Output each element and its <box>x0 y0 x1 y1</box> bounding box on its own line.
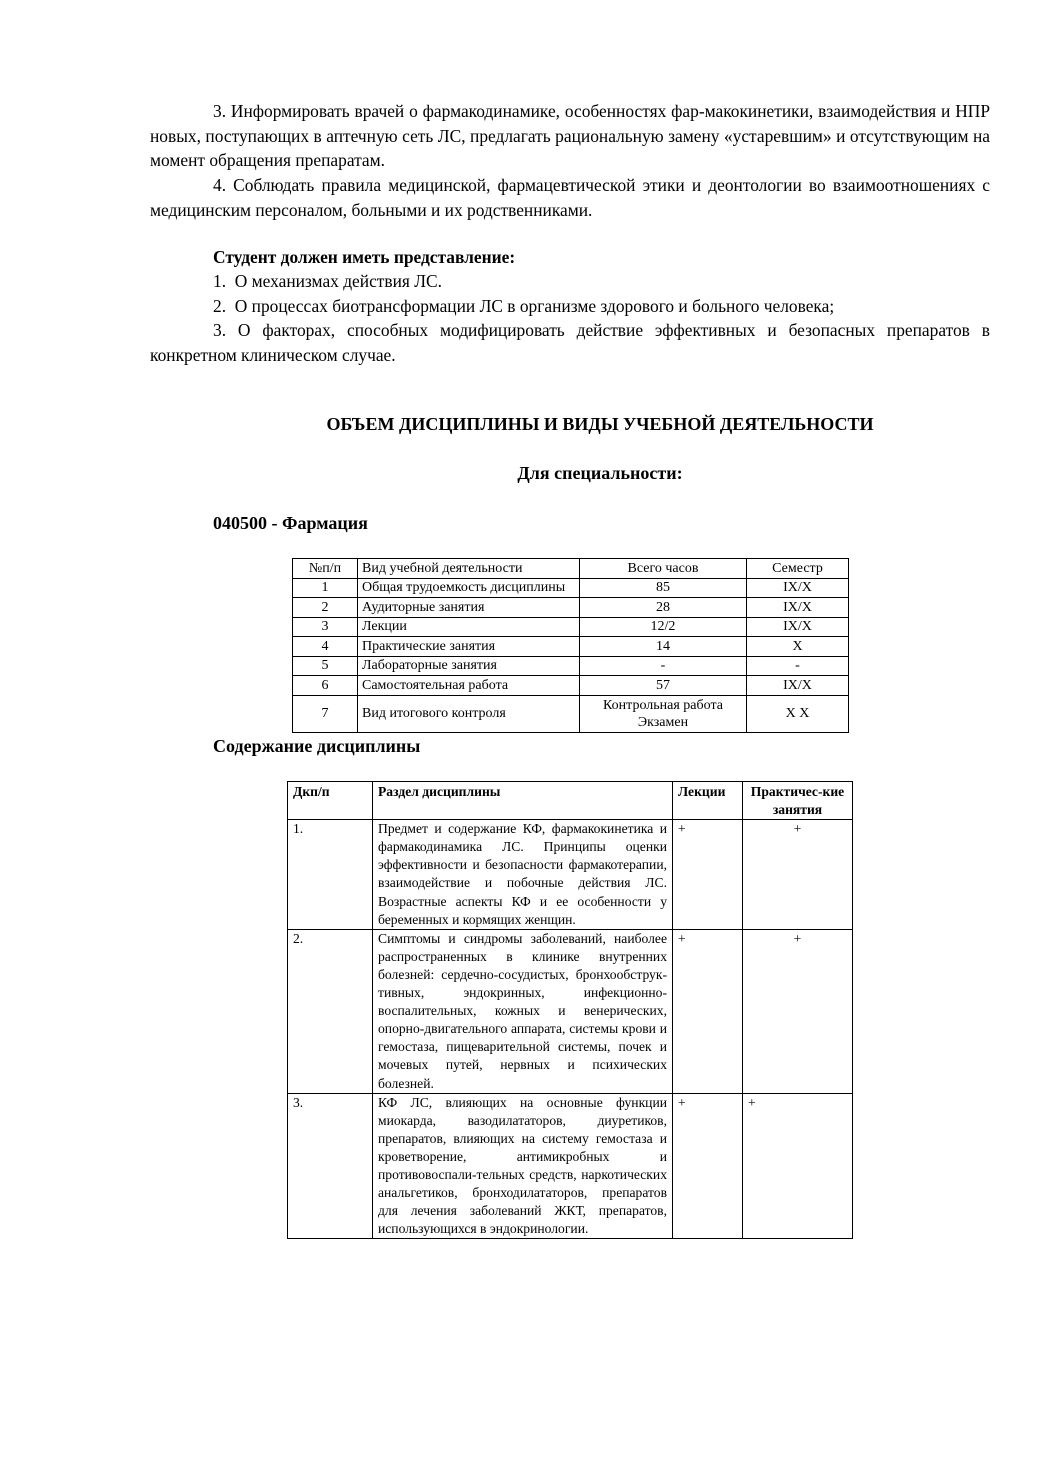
header-cell: №п/п <box>293 559 358 579</box>
table-row <box>293 617 849 637</box>
represent-item-3: 3. О факторах, способных модифицировать действие эффективных и безопасных препаратов в конкретном клиническом случае. <box>150 320 990 365</box>
row-number: 1. <box>288 820 373 930</box>
table-row <box>288 929 853 1093</box>
activity-type: Общая трудоемкость дисциплины <box>358 578 580 598</box>
table-row <box>293 656 849 676</box>
activity-type: Лабораторные занятия <box>358 656 580 676</box>
activity-type: Лекции <box>358 617 580 637</box>
total-hours: 12/2 <box>580 617 747 637</box>
practice-mark: + <box>743 929 853 1093</box>
lectures-mark: + <box>673 820 743 930</box>
lectures-mark: + <box>673 929 743 1093</box>
discipline-section: Предмет и содержание КФ, фармакокинетика и фармакодинамика ЛС. Принципы оценки эффективности и безопасности фармакотерапии, взаимодействие и побочные действия ЛС. Возрастные аспекты КФ и ее особенности у беременных и кормящих женщин. <box>373 820 673 930</box>
semester: Х Х <box>747 695 849 732</box>
discipline-section: КФ ЛС, влияющих на основные функции миокарда, вазодилататоров, диуретиков, препаратов, влияющих на систему гемостаза и кроветворение, антимикробных и противовоспали-тельных средств, наркотических анальгетиков, бронходилататоров, препаратов для лечения заболеваний ЖКТ, препаратов, использующихся в эндокринологии. <box>373 1093 673 1239</box>
total-hours: Контрольная работа Экзамен <box>580 695 747 732</box>
content-table <box>287 781 853 1239</box>
table-row <box>293 637 849 657</box>
activity-type: Самостоятельная работа <box>358 676 580 696</box>
section-title: ОБЪЕМ ДИСЦИПЛИНЫ И ВИДЫ УЧЕБНОЙ ДЕЯТЕЛЬНОСТИ <box>326 414 874 434</box>
table-row <box>288 820 853 930</box>
activity-type: Вид итогового контроля <box>358 695 580 732</box>
hours-table <box>292 558 849 733</box>
header-cell: Семестр <box>747 559 849 579</box>
row-number: 4 <box>293 637 358 657</box>
header-cell: Вид учебной деятельности <box>358 559 580 579</box>
paragraph-3: 3. Информировать врачей о фармакодинамике, особенностях фар-макокинетики, взаимодействия и НПР новых, поступающих в аптечную сеть ЛС, предлагать рациональную замену «устаревшим» и отсутствующим на момент обращения препаратам. <box>150 101 990 170</box>
content-heading: Содержание дисциплины <box>213 736 421 756</box>
semester: IX/X <box>747 676 849 696</box>
row-number: 2. <box>288 929 373 1093</box>
represent-item-2: 2. О процессах биотрансформации ЛС в организме здорового и больного человека; <box>213 296 835 316</box>
discipline-section: Симптомы и синдромы заболеваний, наиболее распространенных в клинике внутренних болезней: сердечно-сосудистых, бронхообструк-тивных, эндокринных, инфекционно-воспалительных, кожных и венерических, опорно-двигательного аппарата, системы крови и гемостаза, пищеварительной системы, почек и мочевых путей, нервных и психических болезней. <box>373 929 673 1093</box>
header-cell: Раздел дисциплины <box>373 782 673 820</box>
semester: IX/X <box>747 617 849 637</box>
row-number: 3. <box>288 1093 373 1239</box>
row-number: 6 <box>293 676 358 696</box>
semester: X <box>747 637 849 657</box>
total-hours: 14 <box>580 637 747 657</box>
table-row <box>293 695 849 732</box>
specialty-label: 040500 - Фармация <box>213 513 368 533</box>
practice-mark: + <box>743 1093 853 1239</box>
total-hours: 28 <box>580 598 747 618</box>
semester: IX/X <box>747 578 849 598</box>
table-row <box>293 598 849 618</box>
header-cell: Лекции <box>673 782 743 820</box>
table-header-row <box>293 559 849 579</box>
row-number: 3 <box>293 617 358 637</box>
activity-type: Аудиторные занятия <box>358 598 580 618</box>
paragraph-4: 4. Соблюдать правила медицинской, фармацевтической этики и деонтологии во взаимоотношениях с медицинским персоналом, больными и их родственниками. <box>150 175 990 220</box>
table-row <box>288 1093 853 1239</box>
table-header-row <box>288 782 853 820</box>
table-row <box>293 578 849 598</box>
practice-mark: + <box>743 820 853 930</box>
total-hours: 85 <box>580 578 747 598</box>
row-number: 5 <box>293 656 358 676</box>
represent-item-1: 1. О механизмах действия ЛС. <box>213 271 443 291</box>
header-cell: Практичес-кие занятия <box>743 782 853 820</box>
row-number: 2 <box>293 598 358 618</box>
total-hours: - <box>580 656 747 676</box>
activity-type: Практические занятия <box>358 637 580 657</box>
row-number: 1 <box>293 578 358 598</box>
header-cell: Дкп/п <box>288 782 373 820</box>
table-row <box>293 676 849 696</box>
total-hours: 57 <box>580 676 747 696</box>
header-cell: Всего часов <box>580 559 747 579</box>
semester: - <box>747 656 849 676</box>
represent-heading: Студент должен иметь представление: <box>213 247 516 267</box>
semester: IX/X <box>747 598 849 618</box>
row-number: 7 <box>293 695 358 732</box>
lectures-mark: + <box>673 1093 743 1239</box>
section-subtitle: Для специальности: <box>517 463 683 483</box>
